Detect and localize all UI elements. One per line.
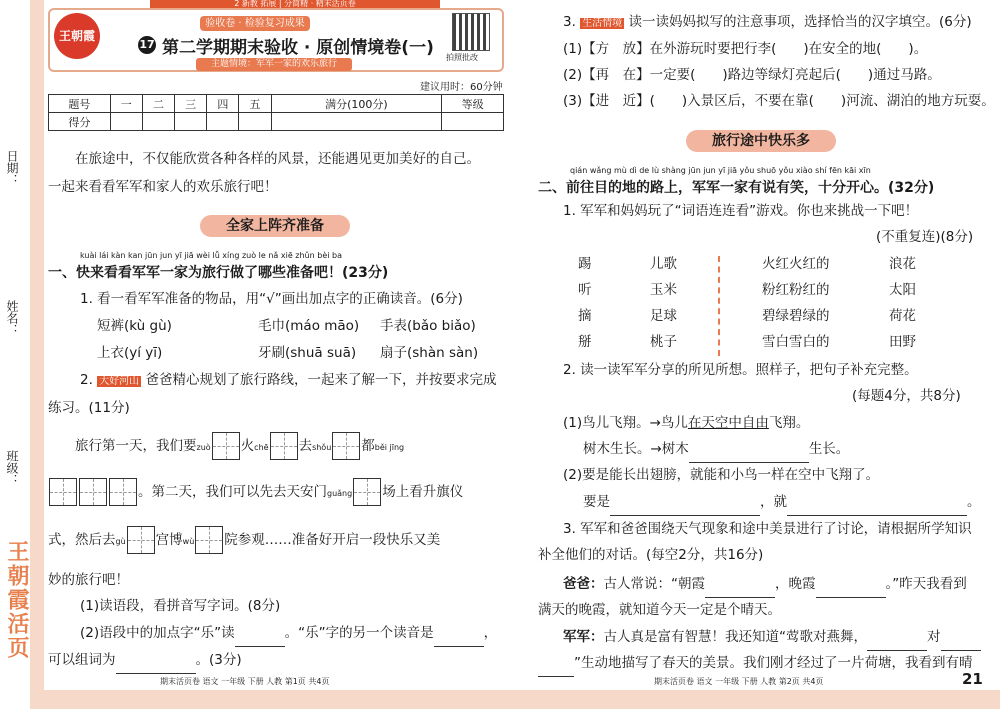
pinyin-gu: gù bbox=[115, 537, 126, 546]
q3-3[interactable]: (3)【进 近】( )入景区后，不要在靠( )河流、湖泊的地方玩耍。 bbox=[563, 93, 995, 109]
table-row bbox=[49, 113, 504, 131]
pinyin-che: chē bbox=[254, 443, 269, 452]
table-cell: 五 bbox=[239, 95, 271, 113]
passage-line-1 bbox=[75, 432, 404, 462]
q2-pinyin: qián wǎng mù dì de lù shàng jūn jun yī jiā yǒu shuō yǒu xiào shí fēn kāi xīn bbox=[570, 166, 871, 175]
name-label: 姓名： bbox=[5, 300, 19, 336]
page-number: 21 bbox=[962, 670, 983, 688]
dialogue-jun-2 bbox=[538, 649, 973, 677]
bottom-band bbox=[30, 690, 1000, 709]
sub2-text: 。(3分) bbox=[195, 652, 242, 668]
writing-box[interactable] bbox=[127, 526, 155, 554]
passage-text: 。第二天，我们可以先去天安门 bbox=[138, 484, 327, 500]
writing-box[interactable] bbox=[332, 432, 360, 460]
speaker-jun: 军军： bbox=[563, 629, 604, 645]
sub-question-1: (1)读语段，看拼音写字词。(8分) bbox=[80, 598, 281, 614]
passage-text: 场上看升旗仪 bbox=[382, 484, 464, 500]
sentence-example: 在天空中自由 bbox=[687, 415, 769, 431]
section-button-journey: 旅行途中快乐多 bbox=[686, 130, 836, 152]
table-cell: 一 bbox=[110, 95, 142, 113]
q1-title: 一、快来看看军军一家为旅行做了哪些准备吧！(23分) bbox=[48, 265, 389, 281]
choice-item[interactable]: 牙刷(shuā suā) bbox=[258, 345, 357, 361]
table-cell: 三 bbox=[175, 95, 207, 113]
match-word[interactable]: 碧绿碧绿的 bbox=[762, 308, 830, 324]
match-word[interactable]: 荷花 bbox=[889, 308, 916, 324]
intro-line-1: 在旅途中，不仅能欣赏各种各样的风景，还能遇见更加美好的自己。 bbox=[75, 151, 480, 167]
q1-pinyin: kuài lái kàn kan jūn jun yī jiā wèi lǚ xíng zuò le nǎ xiē zhǔn bèi ba bbox=[80, 251, 342, 260]
writing-box[interactable] bbox=[212, 432, 240, 460]
match-word[interactable]: 玉米 bbox=[650, 282, 677, 298]
margin-band bbox=[30, 0, 44, 709]
passage-text: 火 bbox=[240, 438, 255, 454]
qr-code-icon[interactable] bbox=[452, 13, 490, 51]
score-input[interactable] bbox=[207, 113, 239, 131]
logo: 王朝霞 bbox=[54, 13, 100, 59]
score-input[interactable] bbox=[110, 113, 142, 131]
answer-blank[interactable] bbox=[434, 628, 484, 647]
pinyin-beijing: běi jīng bbox=[374, 443, 405, 452]
q3 bbox=[563, 8, 972, 38]
match-word[interactable]: 掰 bbox=[578, 334, 592, 350]
score-input[interactable] bbox=[239, 113, 271, 131]
table-cell: 等级 bbox=[442, 95, 504, 113]
sub-question-2-cont bbox=[48, 646, 242, 674]
answer-blank[interactable] bbox=[610, 497, 760, 516]
writing-box[interactable] bbox=[79, 478, 107, 506]
q1-2-tag: 大好河山 bbox=[99, 376, 140, 387]
pinyin-guang: guǎng bbox=[327, 489, 353, 498]
divider-vine bbox=[718, 256, 724, 356]
score-input[interactable] bbox=[175, 113, 207, 131]
q2-2-score: (每题4分，共8分) bbox=[852, 388, 961, 404]
sentence-1 bbox=[563, 409, 809, 437]
q2-3: 3. 军军和爸爸围绕天气现象和途中美景进行了讨论，请根据所学知识 bbox=[563, 521, 972, 537]
pinyin-shou: shǒu bbox=[312, 443, 332, 452]
match-word[interactable]: 摘 bbox=[578, 308, 592, 324]
match-word[interactable]: 踢 bbox=[578, 256, 592, 272]
score-input[interactable] bbox=[442, 113, 504, 131]
writing-box[interactable] bbox=[270, 432, 298, 460]
passage-text: 去 bbox=[298, 438, 313, 454]
page-title: 第二学期期末验收 · 原创情境卷(一) bbox=[162, 38, 434, 58]
sentence-text: ，就 bbox=[760, 494, 787, 510]
speaker-dad: 爸爸： bbox=[563, 576, 604, 592]
choice-item[interactable]: 手表(bǎo biǎo) bbox=[380, 318, 476, 334]
choice-item[interactable]: 毛巾(máo māo) bbox=[258, 318, 360, 334]
table-row bbox=[49, 95, 504, 113]
exam-number: 17 bbox=[138, 36, 156, 54]
q1-1: 1. 看一看军军准备的物品，用“√”画出加点字的正确读音。(6分) bbox=[80, 291, 463, 307]
writing-box[interactable] bbox=[195, 526, 223, 554]
class-label: 班级： bbox=[5, 450, 19, 486]
match-word[interactable]: 听 bbox=[578, 282, 592, 298]
match-word[interactable]: 粉红粉红的 bbox=[762, 282, 830, 298]
q1-2 bbox=[80, 366, 496, 396]
passage-text: 旅行第一天，我们要 bbox=[75, 438, 197, 454]
writing-box[interactable] bbox=[109, 478, 137, 506]
passage-text: 式，然后去 bbox=[48, 532, 116, 548]
answer-blank[interactable] bbox=[116, 655, 196, 674]
answer-blank[interactable] bbox=[235, 628, 285, 647]
exam-badge: 验收卷 · 检验复习成果 bbox=[200, 16, 310, 31]
table-cell: 得分 bbox=[49, 113, 111, 131]
sentence-text: 要是 bbox=[583, 494, 610, 510]
match-word[interactable]: 桃子 bbox=[650, 334, 677, 350]
passage-text: 宫博 bbox=[155, 532, 183, 548]
matching-area bbox=[578, 250, 998, 360]
match-word[interactable]: 太阳 bbox=[889, 282, 916, 298]
q3-tag: 生活情境 bbox=[582, 18, 623, 29]
q2-1: 1. 军军和妈妈玩了“词语连连看”游戏。你也来挑战一下吧！ bbox=[563, 203, 919, 219]
sentence-text: 。 bbox=[967, 494, 981, 510]
match-word[interactable]: 火红火红的 bbox=[762, 256, 830, 272]
answer-blank[interactable] bbox=[538, 658, 574, 677]
brand-watermark: 王朝霞活页 bbox=[4, 540, 29, 660]
table-cell: 四 bbox=[207, 95, 239, 113]
dialogue-dad-2: 满天的晚霞，就知道今天一定是个晴天。 bbox=[538, 602, 781, 618]
table-cell: 题号 bbox=[49, 95, 111, 113]
writing-box[interactable] bbox=[353, 478, 381, 506]
choice-item[interactable]: 短裤(kù gù) bbox=[97, 318, 172, 334]
passage-text: 都 bbox=[361, 438, 375, 454]
theme-badge: 主题情境：军军一家的欢乐旅行 bbox=[196, 58, 352, 71]
q2-3b: 补全他们的对话。(每空2分，共16分) bbox=[538, 547, 764, 563]
sentence-text: 生长。 bbox=[808, 441, 850, 457]
match-word[interactable]: 浪花 bbox=[889, 256, 916, 272]
q3-1[interactable]: (1)【方 放】在外游玩时要把行李( )在安全的地( )。 bbox=[563, 41, 928, 57]
score-table bbox=[48, 94, 504, 131]
sentence-1-fill bbox=[583, 435, 849, 463]
date-label: 日期： bbox=[5, 150, 19, 186]
passage-text: 院参观……准备好开启一段快乐又美 bbox=[224, 532, 441, 548]
sub2-text: 可以组词为 bbox=[48, 652, 116, 668]
q1-2-text: 爸爸精心规划了旅行路线，一起来了解一下，并按要求完成 bbox=[145, 372, 497, 388]
table-cell: 满分(100分) bbox=[271, 95, 442, 113]
dialogue-text: 古人常说：“朝霞 bbox=[603, 576, 705, 592]
q2-1-score: (不重复连)(8分) bbox=[876, 229, 974, 245]
q3-2[interactable]: (2)【再 在】一定要( )路边等绿灯亮起后( )通过马路。 bbox=[563, 67, 941, 83]
section-button-prepare: 全家上阵齐准备 bbox=[200, 215, 350, 237]
sentence-2-fill bbox=[583, 488, 981, 516]
pinyin-zuo: zuò bbox=[196, 443, 211, 452]
sentence-text: 树木生长。→树木 bbox=[583, 441, 689, 457]
writing-box[interactable] bbox=[49, 478, 77, 506]
passage-line-3 bbox=[48, 526, 440, 556]
answer-blank[interactable] bbox=[816, 579, 886, 598]
suggested-time: 建议用时：60分钟 bbox=[420, 82, 503, 93]
match-word[interactable]: 足球 bbox=[650, 308, 677, 324]
footer-right: 期末活页卷 语文 一年级 下册 人教 第2页 共4页 bbox=[654, 677, 824, 686]
dialogue-text: 古人真是富有智慧！我还知道“莺歌对燕舞， bbox=[603, 629, 867, 645]
dialogue-text: 。”昨天我看到 bbox=[885, 576, 967, 592]
intro-line-2: 一起来看看军军和家人的欢乐旅行吧！ bbox=[48, 179, 278, 195]
q1-2-text2: 练习。(11分) bbox=[48, 400, 130, 416]
score-input[interactable] bbox=[142, 113, 174, 131]
q1-2-number: 2. bbox=[80, 372, 93, 388]
table-cell: 二 bbox=[142, 95, 174, 113]
sentence-text: 飞翔。 bbox=[768, 415, 810, 431]
footer-left: 期末活页卷 语文 一年级 下册 人教 第1页 共4页 bbox=[160, 677, 330, 686]
q2-2: 2. 读一读军军分享的所见所想。照样子，把句子补充完整。 bbox=[563, 362, 918, 378]
q3-number: 3. bbox=[563, 14, 576, 30]
choice-item[interactable]: 上衣(yí yī) bbox=[97, 345, 163, 361]
dialogue-text: 对 bbox=[927, 629, 941, 645]
match-word[interactable]: 田野 bbox=[889, 334, 916, 350]
passage-line-2 bbox=[48, 478, 463, 508]
dialogue-dad bbox=[563, 570, 967, 598]
sub-question-2 bbox=[80, 619, 497, 647]
pinyin-wu: wù bbox=[182, 537, 195, 546]
match-word[interactable]: 儿歌 bbox=[650, 256, 677, 272]
sub2-text: 。“乐”字的另一个读音是 bbox=[284, 625, 434, 641]
dialogue-text: ，晚霞 bbox=[775, 576, 816, 592]
q2-title: 二、前往目的地的路上，军军一家有说有笑，十分开心。(32分) bbox=[538, 180, 935, 196]
top-banner: 2 新教 拓展 | 分简精 · 精末活页卷 bbox=[150, 0, 440, 8]
answer-blank[interactable] bbox=[787, 497, 967, 516]
match-word[interactable]: 雪白雪白的 bbox=[762, 334, 830, 350]
sentence-2: (2)要是能长出翅膀，就能和小鸟一样在空中飞翔了。 bbox=[563, 467, 880, 483]
sub2-text: ， bbox=[483, 625, 498, 641]
dialogue-text: ”生动地描写了春天的美景。我们刚才经过了一片荷塘，我看到有晴 bbox=[574, 655, 973, 671]
q3-text: 读一读妈妈拟写的注意事项，选择恰当的汉字填空。(6分) bbox=[628, 14, 972, 30]
qr-label: 拍照批改 bbox=[446, 53, 478, 62]
sub2-text: (2)语段中的加点字“乐”读 bbox=[80, 625, 235, 641]
choice-item[interactable]: 扇子(shàn sàn) bbox=[380, 345, 479, 361]
score-input[interactable] bbox=[271, 113, 442, 131]
dialogue-jun bbox=[563, 623, 981, 651]
passage-line-4: 妙的旅行吧！ bbox=[48, 572, 129, 588]
sentence-text: (1)鸟儿飞翔。→鸟儿 bbox=[563, 415, 688, 431]
